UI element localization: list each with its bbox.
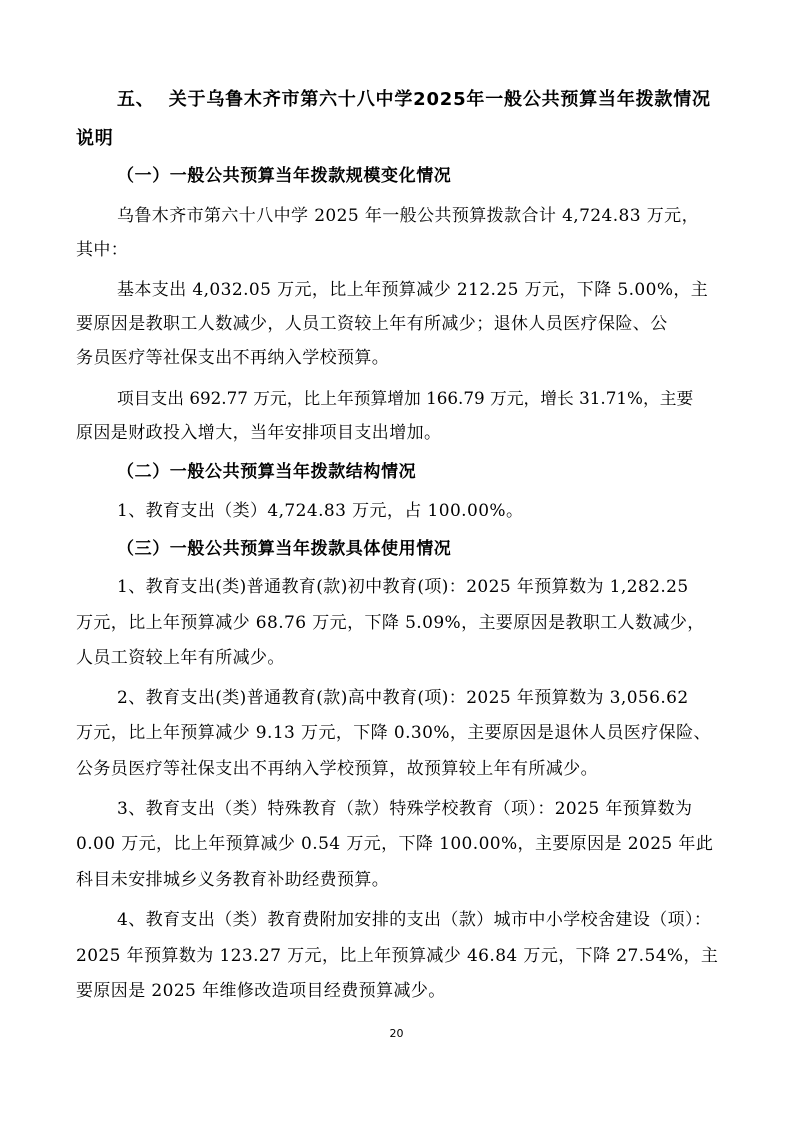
paragraph-line: 项目支出 692.77 万元，比上年预算增加 166.79 万元，增长 31.71%，主要 [117,388,694,408]
paragraph-line: 科目未安排城乡义务教育补助经费预算。 [76,870,390,890]
page-number: 20 [389,1027,404,1040]
paragraph-line: 原因是财政投入增大，当年安排项目支出增加。 [76,423,442,443]
paragraph-line: 1、教育支出（类）4,724.83 万元，占 100.00%。 [117,501,524,521]
paragraph-line: 2025 年预算数为 123.27 万元，比上年预算减少 46.84 万元，下降 27.54%，主 [76,946,719,966]
paragraph-line: 要原因是教职工人数减少，人员工资较上年有所减少；退休人员医疗保险、公 [76,314,668,334]
paragraph-line: 0.00 万元，比上年预算减少 0.54 万元，下降 100.00%，主要原因是 2025 年此 [76,834,714,854]
paragraph-line: 万元，比上年预算减少 9.13 万元，下降 0.30%，主要原因是退休人员医疗保险、 [76,723,711,743]
paragraph-line: 基本支出 4,032.05 万元，比上年预算减少 212.25 万元，下降 5.00%，主 [117,280,709,300]
paragraph-line: 要原因是 2025 年维修改造项目经费预算减少。 [76,981,446,1001]
subsection-2-heading: （二）一般公共预算当年拨款结构情况 [117,462,417,482]
paragraph-line: 务员医疗等社保支出不再纳入学校预算。 [76,348,390,368]
paragraph-line: 1、教育支出(类)普通教育(款)初中教育(项)：2025 年预算数为 1,282.25 [117,577,689,597]
subsection-1-heading: （一）一般公共预算当年拨款规模变化情况 [117,166,452,186]
section-title-line-2: 说明 [76,128,114,149]
paragraph-line: 4、教育支出（类）教育费附加安排的支出（款）城市中小学校舍建设（项）： [117,910,712,930]
paragraph-line: 2、教育支出(类)普通教育(款)高中教育(项)：2025 年预算数为 3,056.62 [117,688,689,708]
paragraph-line: 3、教育支出（类）特殊教育（款）特殊学校教育（项）：2025 年预算数为 [117,799,693,819]
paragraph-line: 人员工资较上年有所减少。 [76,648,285,668]
section-title-line-1: 五、 关于乌鲁木齐市第六十八中学2025年一般公共预算当年拨款情况 [117,89,711,110]
paragraph-line: 万元，比上年预算减少 68.76 万元，下降 5.09%，主要原因是教职工人数减少， [76,613,705,633]
paragraph-line: 乌鲁木齐市第六十八中学 2025 年一般公共预算拨款合计 4,724.83 万元， [117,206,699,226]
paragraph-line: 公务员医疗等社保支出不再纳入学校预算，故预算较上年有所减少。 [76,759,598,779]
subsection-3-heading: （三）一般公共预算当年拨款具体使用情况 [117,539,452,559]
paragraph-line: 其中： [76,240,129,260]
